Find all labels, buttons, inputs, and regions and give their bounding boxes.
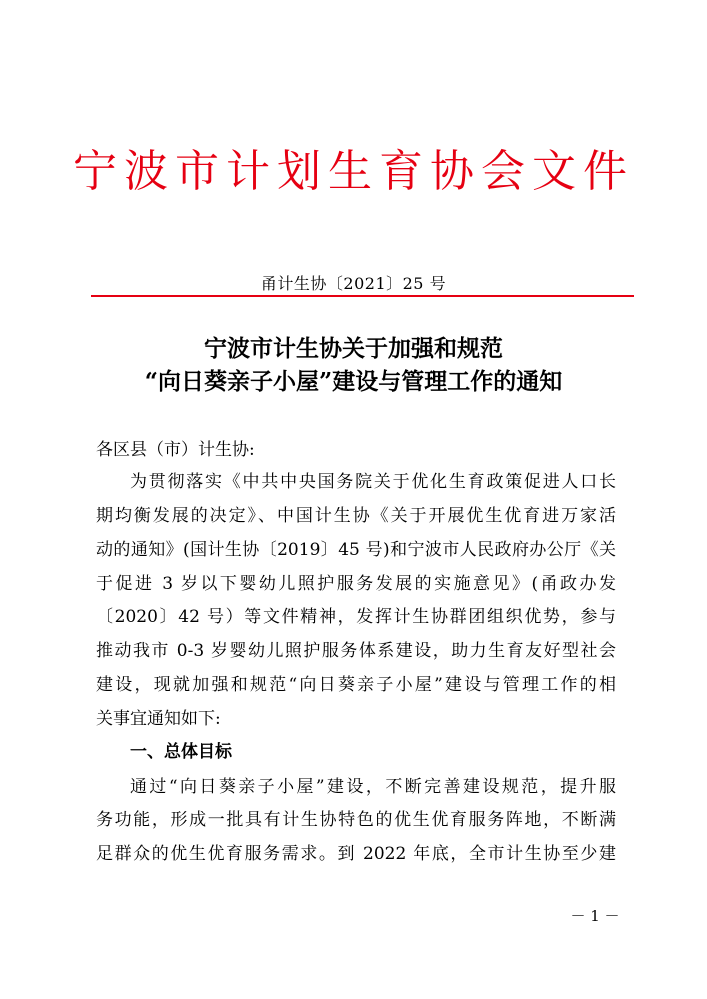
page-number: － 1 － <box>570 907 620 925</box>
paragraph-line: 于促进 3 岁以下婴幼儿照护服务发展的实施意见》(甬政办发 <box>96 574 616 594</box>
paragraph-line: 足群众的优生优育服务需求。到 2022 年底，全市计生协至少建 <box>96 844 616 864</box>
paragraph-line: 关事宜通知如下: <box>96 709 221 729</box>
paragraph-line: 务功能，形成一批具有计生协特色的优生优育服务阵地，不断满 <box>96 810 616 830</box>
paragraph-line: 为贯彻落实《中共中央国务院关于优化生育政策促进人口长 <box>130 472 616 492</box>
paragraph-line: 〔2020〕42 号）等文件精神，发挥计生协群团组织优势，参与 <box>96 607 616 627</box>
paragraph-line: 推动我市 0-3 岁婴幼儿照护服务体系建设，助力生育友好型社会 <box>96 641 616 661</box>
paragraph-line: 动的通知》(国计生协〔2019〕45 号)和宁波市人民政府办公厅《关 <box>96 540 616 560</box>
paragraph-line: 通过“向日葵亲子小屋”建设，不断完善建设规范，提升服 <box>130 777 616 797</box>
salutation: 各区县（市）计生协: <box>96 440 255 460</box>
paragraph-line: 建设，现就加强和规范“向日葵亲子小屋”建设与管理工作的相 <box>96 675 616 695</box>
notice-title-line-1: 宁波市计生协关于加强和规范 <box>204 335 503 362</box>
document-number: 甬计生协〔2021〕25 号 <box>260 274 447 293</box>
paragraph-line: 期均衡发展的决定》、中国计生协《关于开展优生优育进万家活 <box>96 506 616 526</box>
notice-title-line-2: “向日葵亲子小屋”建设与管理工作的通知 <box>144 368 563 395</box>
section-heading: 一、总体目标 <box>130 742 232 762</box>
header-red-divider <box>91 295 634 297</box>
document-header-title: 宁波市计划生育协会文件 <box>73 146 634 197</box>
